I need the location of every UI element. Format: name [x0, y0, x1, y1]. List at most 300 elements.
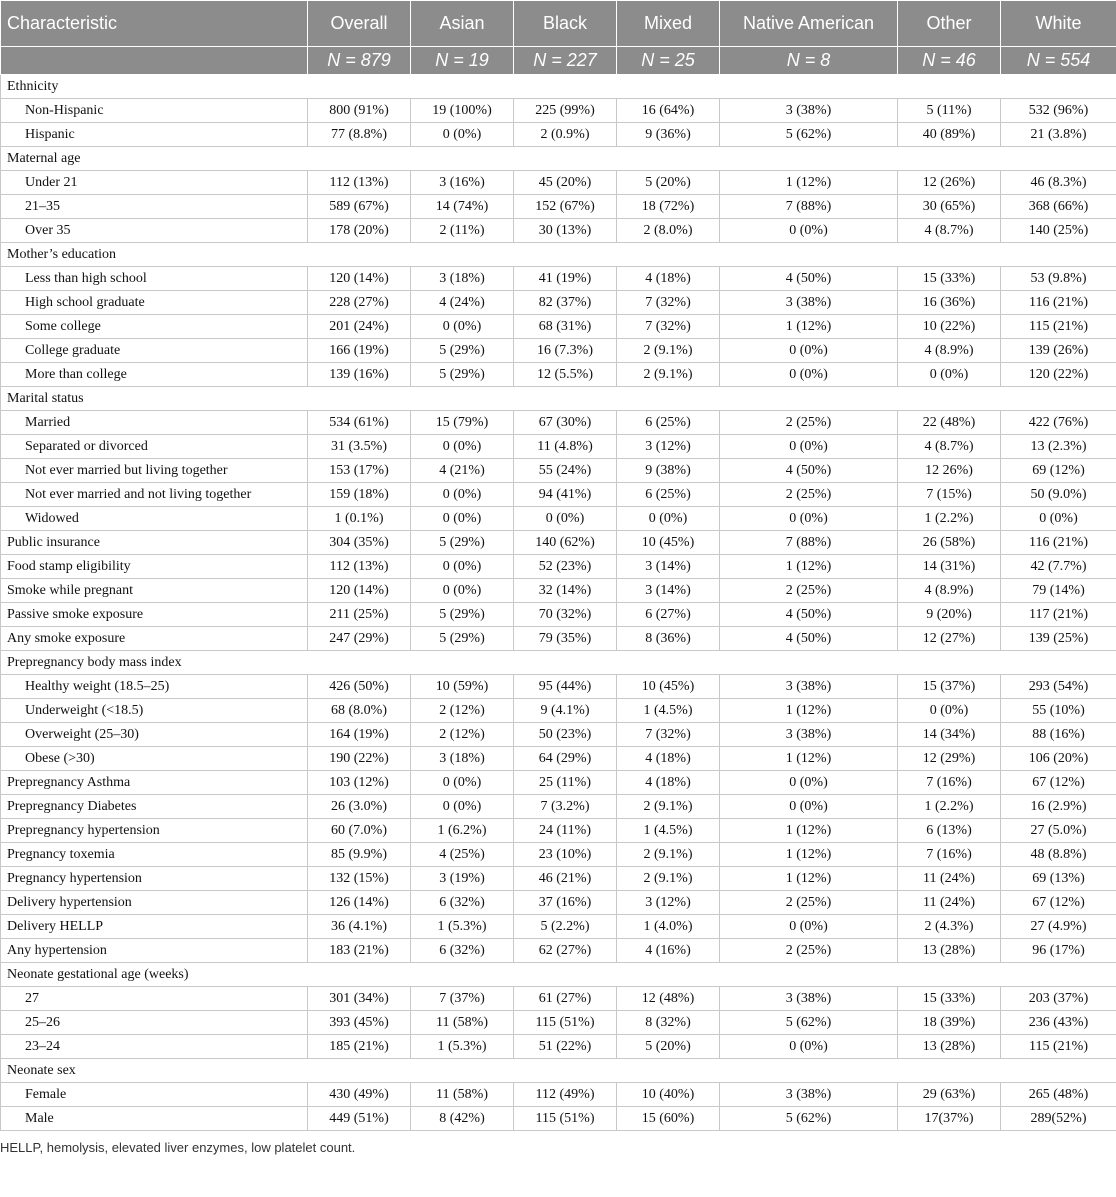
cell-white: 140 (25%)	[1001, 219, 1116, 243]
cell-native-american: 7 (88%)	[720, 531, 898, 555]
cell-mixed: 2 (9.1%)	[617, 867, 720, 891]
section-label: Maternal age	[1, 147, 1116, 171]
table-row	[1, 843, 1116, 867]
cell-overall: 159 (18%)	[308, 483, 411, 507]
cell-native-american: 0 (0%)	[720, 363, 898, 387]
row-label: Food stamp eligibility	[1, 555, 308, 579]
cell-white: 0 (0%)	[1001, 507, 1116, 531]
cell-asian: 4 (21%)	[411, 459, 514, 483]
section-label: Ethnicity	[1, 75, 1116, 99]
cell-overall: 247 (29%)	[308, 627, 411, 651]
sample-size-row	[1, 47, 1116, 75]
cell-asian: 0 (0%)	[411, 435, 514, 459]
cell-asian: 3 (18%)	[411, 267, 514, 291]
cell-overall: 449 (51%)	[308, 1107, 411, 1131]
cell-asian: 5 (29%)	[411, 363, 514, 387]
cell-asian: 14 (74%)	[411, 195, 514, 219]
cell-asian: 11 (58%)	[411, 1011, 514, 1035]
cell-mixed: 16 (64%)	[617, 99, 720, 123]
row-label: Overweight (25–30)	[1, 723, 308, 747]
table-row	[1, 315, 1116, 339]
cell-other: 11 (24%)	[898, 867, 1001, 891]
table-row	[1, 723, 1116, 747]
cell-native-american: 5 (62%)	[720, 1107, 898, 1131]
row-label: Delivery hypertension	[1, 891, 308, 915]
cell-asian: 5 (29%)	[411, 339, 514, 363]
cell-native-american: 4 (50%)	[720, 603, 898, 627]
cell-other: 10 (22%)	[898, 315, 1001, 339]
table-row	[1, 171, 1116, 195]
table-row	[1, 939, 1116, 963]
cell-overall: 139 (16%)	[308, 363, 411, 387]
cell-other: 15 (37%)	[898, 675, 1001, 699]
table-row	[1, 627, 1116, 651]
cell-asian: 0 (0%)	[411, 483, 514, 507]
cell-native-american: 1 (12%)	[720, 843, 898, 867]
table-row	[1, 219, 1116, 243]
cell-white: 27 (4.9%)	[1001, 915, 1116, 939]
cell-native-american: 1 (12%)	[720, 171, 898, 195]
cell-overall: 126 (14%)	[308, 891, 411, 915]
section-label: Mother’s education	[1, 243, 1116, 267]
cell-mixed: 7 (32%)	[617, 291, 720, 315]
cell-other: 12 (27%)	[898, 627, 1001, 651]
cell-asian: 7 (37%)	[411, 987, 514, 1011]
section-label: Neonate gestational age (weeks)	[1, 963, 1116, 987]
cell-overall: 800 (91%)	[308, 99, 411, 123]
cell-black: 115 (51%)	[514, 1107, 617, 1131]
sample-size-value: 554	[1060, 50, 1091, 70]
cell-overall: 201 (24%)	[308, 315, 411, 339]
cell-native-american: 1 (12%)	[720, 819, 898, 843]
cell-overall: 164 (19%)	[308, 723, 411, 747]
cell-overall: 211 (25%)	[308, 603, 411, 627]
cell-mixed: 4 (18%)	[617, 771, 720, 795]
sample-size-prefix: N =	[641, 50, 675, 70]
cell-native-american: 2 (25%)	[720, 483, 898, 507]
row-label: Healthy weight (18.5–25)	[1, 675, 308, 699]
section-header-row	[1, 75, 1116, 99]
cell-asian: 4 (25%)	[411, 843, 514, 867]
row-label: Any smoke exposure	[1, 627, 308, 651]
cell-other: 29 (63%)	[898, 1083, 1001, 1107]
column-header-other: Other	[898, 1, 1001, 47]
cell-overall: 534 (61%)	[308, 411, 411, 435]
cell-overall: 120 (14%)	[308, 267, 411, 291]
cell-asian: 3 (19%)	[411, 867, 514, 891]
cell-mixed: 4 (18%)	[617, 267, 720, 291]
sample-size-overall	[308, 47, 411, 75]
cell-black: 61 (27%)	[514, 987, 617, 1011]
cell-other: 13 (28%)	[898, 1035, 1001, 1059]
cell-asian: 0 (0%)	[411, 579, 514, 603]
cell-asian: 0 (0%)	[411, 123, 514, 147]
cell-native-american: 4 (50%)	[720, 267, 898, 291]
cell-black: 64 (29%)	[514, 747, 617, 771]
cell-native-american: 5 (62%)	[720, 123, 898, 147]
row-label: Prepregnancy Diabetes	[1, 795, 308, 819]
cell-asian: 10 (59%)	[411, 675, 514, 699]
row-label: 21–35	[1, 195, 308, 219]
cell-native-american: 1 (12%)	[720, 699, 898, 723]
table-row	[1, 1011, 1116, 1035]
cell-other: 11 (24%)	[898, 891, 1001, 915]
cell-mixed: 2 (9.1%)	[617, 795, 720, 819]
row-label: Under 21	[1, 171, 308, 195]
cell-asian: 11 (58%)	[411, 1083, 514, 1107]
cell-asian: 6 (32%)	[411, 891, 514, 915]
cell-black: 82 (37%)	[514, 291, 617, 315]
cell-black: 68 (31%)	[514, 315, 617, 339]
cell-black: 52 (23%)	[514, 555, 617, 579]
cell-black: 7 (3.2%)	[514, 795, 617, 819]
cell-other: 18 (39%)	[898, 1011, 1001, 1035]
cell-white: 293 (54%)	[1001, 675, 1116, 699]
cell-overall: 301 (34%)	[308, 987, 411, 1011]
row-label: High school graduate	[1, 291, 308, 315]
cell-native-american: 2 (25%)	[720, 939, 898, 963]
row-label: Pregnancy toxemia	[1, 843, 308, 867]
section-label: Marital status	[1, 387, 1116, 411]
table-row	[1, 555, 1116, 579]
row-label: Over 35	[1, 219, 308, 243]
cell-mixed: 2 (9.1%)	[617, 843, 720, 867]
cell-black: 70 (32%)	[514, 603, 617, 627]
cell-white: 116 (21%)	[1001, 291, 1116, 315]
cell-mixed: 3 (12%)	[617, 435, 720, 459]
sample-size-value: 8	[820, 50, 831, 70]
cell-other: 0 (0%)	[898, 699, 1001, 723]
sample-size-value: 25	[674, 50, 695, 70]
cell-white: 116 (21%)	[1001, 531, 1116, 555]
cell-other: 2 (4.3%)	[898, 915, 1001, 939]
cell-white: 50 (9.0%)	[1001, 483, 1116, 507]
cell-white: 67 (12%)	[1001, 771, 1116, 795]
cell-white: 265 (48%)	[1001, 1083, 1116, 1107]
table-row	[1, 1035, 1116, 1059]
table-row	[1, 531, 1116, 555]
sample-size-mixed	[617, 47, 720, 75]
cell-native-american: 1 (12%)	[720, 315, 898, 339]
sample-size-asian	[411, 47, 514, 75]
table-row	[1, 411, 1116, 435]
cell-black: 112 (49%)	[514, 1083, 617, 1107]
sample-size-value: 19	[468, 50, 489, 70]
column-header-asian: Asian	[411, 1, 514, 47]
cell-other: 4 (8.9%)	[898, 579, 1001, 603]
cell-white: 115 (21%)	[1001, 1035, 1116, 1059]
cell-mixed: 4 (18%)	[617, 747, 720, 771]
row-label: Hispanic	[1, 123, 308, 147]
table-row	[1, 747, 1116, 771]
cell-overall: 132 (15%)	[308, 867, 411, 891]
row-label: Separated or divorced	[1, 435, 308, 459]
cell-other: 6 (13%)	[898, 819, 1001, 843]
cell-asian: 1 (6.2%)	[411, 819, 514, 843]
cell-mixed: 15 (60%)	[617, 1107, 720, 1131]
cell-mixed: 5 (20%)	[617, 171, 720, 195]
sample-size-other	[898, 47, 1001, 75]
cell-white: 69 (13%)	[1001, 867, 1116, 891]
cell-asian: 2 (12%)	[411, 723, 514, 747]
sample-size-prefix: N =	[533, 50, 567, 70]
table-footnote: HELLP, hemolysis, elevated liver enzymes, low platelet count.	[0, 1140, 356, 1155]
cell-white: 79 (14%)	[1001, 579, 1116, 603]
cell-other: 9 (20%)	[898, 603, 1001, 627]
cell-white: 203 (37%)	[1001, 987, 1116, 1011]
row-label: Non-Hispanic	[1, 99, 308, 123]
cell-white: 532 (96%)	[1001, 99, 1116, 123]
cell-mixed: 7 (32%)	[617, 723, 720, 747]
section-header-row	[1, 651, 1116, 675]
cell-overall: 185 (21%)	[308, 1035, 411, 1059]
row-label: Less than high school	[1, 267, 308, 291]
table-row	[1, 123, 1116, 147]
cell-white: 21 (3.8%)	[1001, 123, 1116, 147]
cell-black: 225 (99%)	[514, 99, 617, 123]
cell-native-american: 3 (38%)	[720, 723, 898, 747]
table-row	[1, 819, 1116, 843]
cell-other: 4 (8.7%)	[898, 435, 1001, 459]
cell-black: 25 (11%)	[514, 771, 617, 795]
cell-overall: 36 (4.1%)	[308, 915, 411, 939]
cell-other: 30 (65%)	[898, 195, 1001, 219]
table-body	[1, 75, 1116, 1131]
cell-native-american: 2 (25%)	[720, 411, 898, 435]
cell-mixed: 7 (32%)	[617, 315, 720, 339]
cell-overall: 31 (3.5%)	[308, 435, 411, 459]
cell-white: 46 (8.3%)	[1001, 171, 1116, 195]
cell-native-american: 3 (38%)	[720, 99, 898, 123]
table-row	[1, 435, 1116, 459]
cell-mixed: 10 (45%)	[617, 531, 720, 555]
cell-white: 139 (25%)	[1001, 627, 1116, 651]
cell-white: 42 (7.7%)	[1001, 555, 1116, 579]
cell-overall: 304 (35%)	[308, 531, 411, 555]
cell-other: 12 (29%)	[898, 747, 1001, 771]
cell-black: 62 (27%)	[514, 939, 617, 963]
cell-native-american: 7 (88%)	[720, 195, 898, 219]
cell-mixed: 6 (25%)	[617, 483, 720, 507]
cell-other: 14 (31%)	[898, 555, 1001, 579]
cell-asian: 1 (5.3%)	[411, 1035, 514, 1059]
cell-white: 88 (16%)	[1001, 723, 1116, 747]
cell-black: 152 (67%)	[514, 195, 617, 219]
cell-black: 94 (41%)	[514, 483, 617, 507]
table-row	[1, 675, 1116, 699]
cell-black: 9 (4.1%)	[514, 699, 617, 723]
table-row	[1, 771, 1116, 795]
cell-overall: 112 (13%)	[308, 171, 411, 195]
cell-other: 0 (0%)	[898, 363, 1001, 387]
table-header	[1, 1, 1116, 75]
sample-size-prefix: N =	[786, 50, 821, 70]
cell-white: 13 (2.3%)	[1001, 435, 1116, 459]
section-header-row	[1, 243, 1116, 267]
cell-mixed: 6 (27%)	[617, 603, 720, 627]
cell-white: 236 (43%)	[1001, 1011, 1116, 1035]
cell-black: 46 (21%)	[514, 867, 617, 891]
row-label: Underweight (<18.5)	[1, 699, 308, 723]
cell-overall: 85 (9.9%)	[308, 843, 411, 867]
cell-mixed: 6 (25%)	[617, 411, 720, 435]
cell-overall: 589 (67%)	[308, 195, 411, 219]
table-row	[1, 603, 1116, 627]
cell-black: 5 (2.2%)	[514, 915, 617, 939]
cell-native-american: 0 (0%)	[720, 507, 898, 531]
row-label: Obese (>30)	[1, 747, 308, 771]
cell-overall: 26 (3.0%)	[308, 795, 411, 819]
row-label: Passive smoke exposure	[1, 603, 308, 627]
cell-other: 14 (34%)	[898, 723, 1001, 747]
cell-overall: 393 (45%)	[308, 1011, 411, 1035]
cell-other: 40 (89%)	[898, 123, 1001, 147]
cell-white: 422 (76%)	[1001, 411, 1116, 435]
cell-black: 12 (5.5%)	[514, 363, 617, 387]
cell-mixed: 0 (0%)	[617, 507, 720, 531]
table-row	[1, 99, 1116, 123]
cell-other: 15 (33%)	[898, 267, 1001, 291]
cell-asian: 1 (5.3%)	[411, 915, 514, 939]
sample-size-value: 227	[566, 50, 597, 70]
cell-black: 24 (11%)	[514, 819, 617, 843]
row-label: Not ever married but living together	[1, 459, 308, 483]
cell-white: 67 (12%)	[1001, 891, 1116, 915]
table-row	[1, 267, 1116, 291]
row-label: Not ever married and not living together	[1, 483, 308, 507]
row-label: Male	[1, 1107, 308, 1131]
cell-mixed: 5 (20%)	[617, 1035, 720, 1059]
cell-other: 1 (2.2%)	[898, 507, 1001, 531]
cell-native-american: 3 (38%)	[720, 987, 898, 1011]
cell-other: 26 (58%)	[898, 531, 1001, 555]
cell-asian: 3 (16%)	[411, 171, 514, 195]
cell-black: 115 (51%)	[514, 1011, 617, 1035]
sample-size-value: 46	[955, 50, 976, 70]
cell-black: 67 (30%)	[514, 411, 617, 435]
cell-asian: 3 (18%)	[411, 747, 514, 771]
cell-black: 0 (0%)	[514, 507, 617, 531]
sample-size-prefix: N =	[1026, 50, 1061, 70]
cell-asian: 5 (29%)	[411, 627, 514, 651]
cell-overall: 1 (0.1%)	[308, 507, 411, 531]
row-label: Married	[1, 411, 308, 435]
section-header-row	[1, 1059, 1116, 1083]
table-row	[1, 195, 1116, 219]
row-label: 27	[1, 987, 308, 1011]
table-row	[1, 699, 1116, 723]
cell-other: 12 (26%)	[898, 171, 1001, 195]
row-label: Some college	[1, 315, 308, 339]
cell-other: 7 (15%)	[898, 483, 1001, 507]
row-label: Any hypertension	[1, 939, 308, 963]
cell-black: 30 (13%)	[514, 219, 617, 243]
cell-black: 41 (19%)	[514, 267, 617, 291]
cell-asian: 8 (42%)	[411, 1107, 514, 1131]
cell-overall: 426 (50%)	[308, 675, 411, 699]
row-label: Prepregnancy Asthma	[1, 771, 308, 795]
cell-overall: 77 (8.8%)	[308, 123, 411, 147]
cell-other: 5 (11%)	[898, 99, 1001, 123]
cell-native-american: 0 (0%)	[720, 339, 898, 363]
table-row	[1, 507, 1116, 531]
cell-overall: 60 (7.0%)	[308, 819, 411, 843]
column-header-white: White	[1001, 1, 1116, 47]
cell-native-american: 3 (38%)	[720, 291, 898, 315]
row-label: Delivery HELLP	[1, 915, 308, 939]
column-header-black: Black	[514, 1, 617, 47]
sample-size-prefix: N =	[327, 50, 361, 70]
section-label: Prepregnancy body mass index	[1, 651, 1116, 675]
column-header-mixed: Mixed	[617, 1, 720, 47]
table-row	[1, 1107, 1116, 1131]
cell-asian: 0 (0%)	[411, 507, 514, 531]
cell-mixed: 10 (45%)	[617, 675, 720, 699]
cell-other: 4 (8.9%)	[898, 339, 1001, 363]
cell-mixed: 9 (36%)	[617, 123, 720, 147]
cell-native-american: 4 (50%)	[720, 459, 898, 483]
cell-mixed: 3 (14%)	[617, 555, 720, 579]
cell-other: 16 (36%)	[898, 291, 1001, 315]
cell-other: 12 26%)	[898, 459, 1001, 483]
cell-overall: 68 (8.0%)	[308, 699, 411, 723]
cell-native-american: 0 (0%)	[720, 795, 898, 819]
row-label: College graduate	[1, 339, 308, 363]
cell-black: 37 (16%)	[514, 891, 617, 915]
cell-black: 55 (24%)	[514, 459, 617, 483]
row-label: More than college	[1, 363, 308, 387]
cell-mixed: 3 (12%)	[617, 891, 720, 915]
header-row	[1, 1, 1116, 47]
cell-white: 53 (9.8%)	[1001, 267, 1116, 291]
cell-overall: 178 (20%)	[308, 219, 411, 243]
cell-black: 45 (20%)	[514, 171, 617, 195]
cell-asian: 5 (29%)	[411, 603, 514, 627]
cell-asian: 19 (100%)	[411, 99, 514, 123]
cell-native-american: 1 (12%)	[720, 747, 898, 771]
column-header-native-american: Native American	[720, 1, 898, 47]
cell-black: 79 (35%)	[514, 627, 617, 651]
sample-size-native-american	[720, 47, 898, 75]
cell-white: 16 (2.9%)	[1001, 795, 1116, 819]
cell-black: 95 (44%)	[514, 675, 617, 699]
table-row	[1, 891, 1116, 915]
cell-white: 120 (22%)	[1001, 363, 1116, 387]
cell-black: 32 (14%)	[514, 579, 617, 603]
cell-asian: 0 (0%)	[411, 795, 514, 819]
cell-white: 27 (5.0%)	[1001, 819, 1116, 843]
cell-overall: 166 (19%)	[308, 339, 411, 363]
table-row	[1, 987, 1116, 1011]
cell-other: 13 (28%)	[898, 939, 1001, 963]
cell-other: 4 (8.7%)	[898, 219, 1001, 243]
cell-overall: 430 (49%)	[308, 1083, 411, 1107]
cell-native-american: 0 (0%)	[720, 1035, 898, 1059]
cell-overall: 120 (14%)	[308, 579, 411, 603]
cell-overall: 183 (21%)	[308, 939, 411, 963]
table-row	[1, 291, 1116, 315]
cell-asian: 0 (0%)	[411, 771, 514, 795]
cell-white: 117 (21%)	[1001, 603, 1116, 627]
cell-asian: 15 (79%)	[411, 411, 514, 435]
cell-black: 140 (62%)	[514, 531, 617, 555]
cell-white: 115 (21%)	[1001, 315, 1116, 339]
cell-other: 22 (48%)	[898, 411, 1001, 435]
cell-white: 368 (66%)	[1001, 195, 1116, 219]
row-label: 23–24	[1, 1035, 308, 1059]
cell-mixed: 4 (16%)	[617, 939, 720, 963]
cell-overall: 103 (12%)	[308, 771, 411, 795]
